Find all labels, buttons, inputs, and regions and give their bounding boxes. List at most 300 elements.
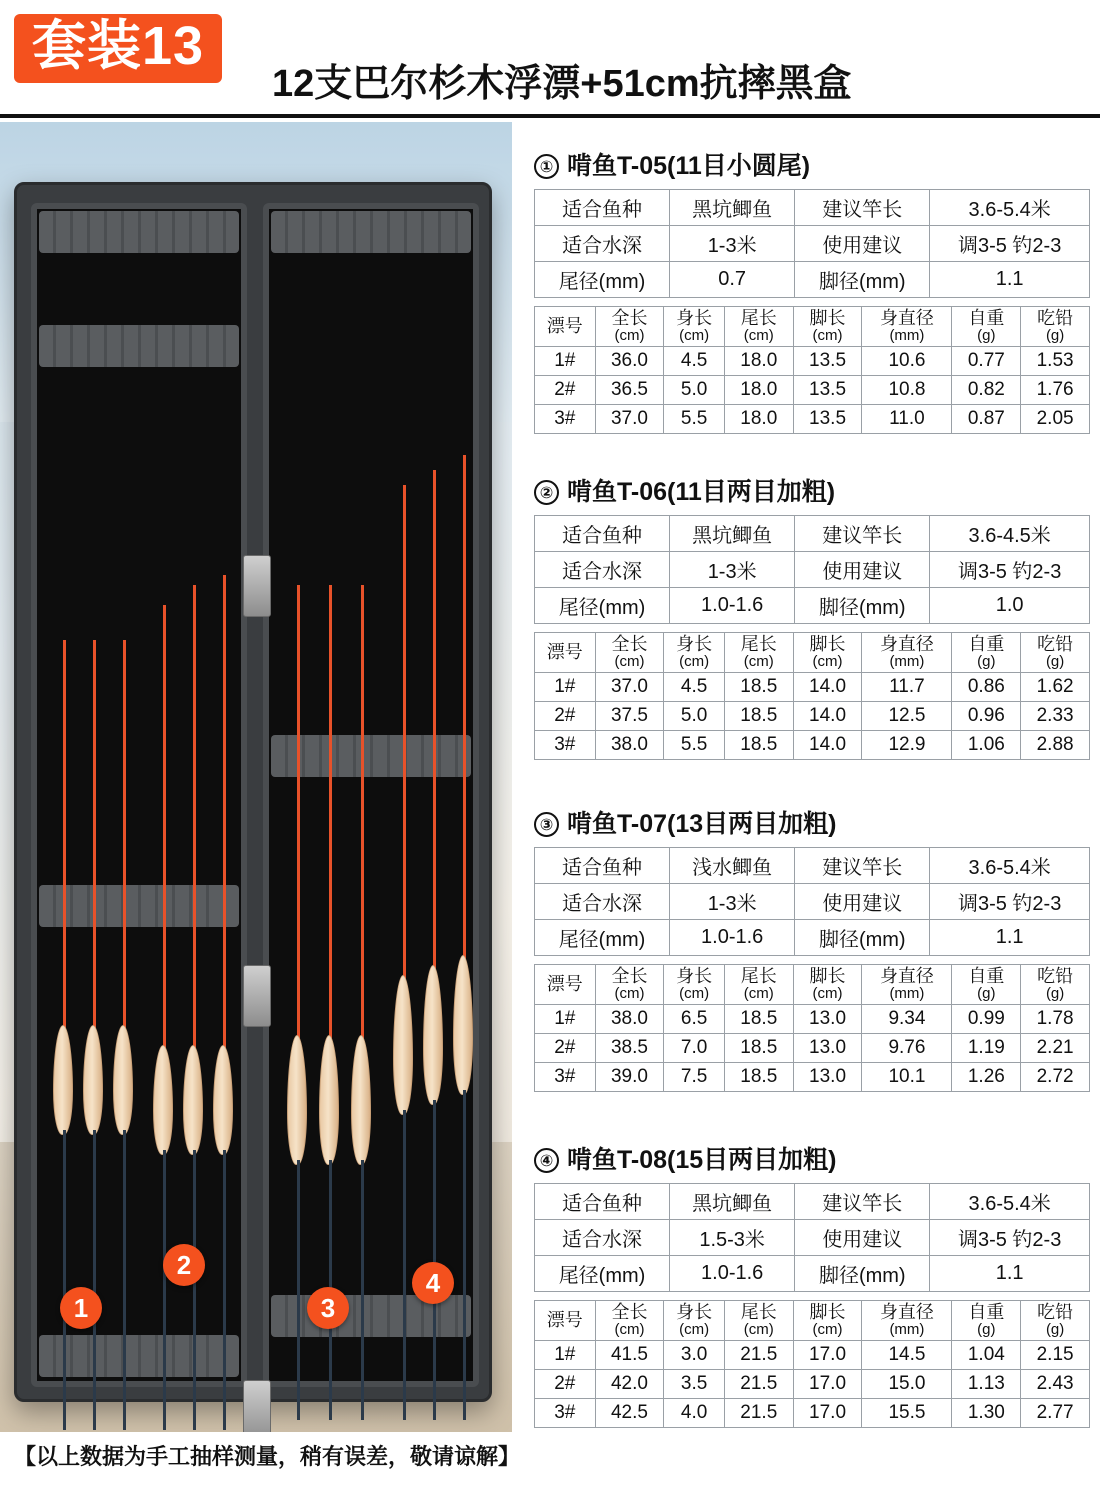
column-header: 全长 (cm) bbox=[595, 307, 664, 347]
column-unit: (cm) bbox=[743, 326, 774, 344]
column-header: 自重 (g) bbox=[952, 307, 1021, 347]
info-value: 3.6-5.4米 bbox=[930, 190, 1090, 226]
info-key: 适合水深 bbox=[535, 884, 670, 920]
table-cell: 11.0 bbox=[862, 404, 952, 433]
spec-column bbox=[512, 122, 1100, 1432]
float-leg bbox=[123, 1130, 126, 1430]
table-cell: 11.7 bbox=[862, 672, 952, 701]
table-cell: 1.30 bbox=[952, 1398, 1021, 1427]
table-cell: 17.0 bbox=[793, 1369, 862, 1398]
table-cell: 14.0 bbox=[793, 701, 862, 730]
column-header: 尾长 (cm) bbox=[724, 965, 793, 1005]
table-cell: 42.0 bbox=[595, 1369, 664, 1398]
info-value: 1.0-1.6 bbox=[670, 920, 795, 956]
column-unit: (g) bbox=[977, 652, 996, 670]
float-leg bbox=[93, 1130, 96, 1430]
table-cell: 13.0 bbox=[793, 1062, 862, 1091]
info-key: 脚径(mm) bbox=[795, 1256, 930, 1292]
table-cell: 14.0 bbox=[793, 730, 862, 759]
table-cell: 42.5 bbox=[595, 1398, 664, 1427]
column-header: 身直径 (mm) bbox=[862, 307, 952, 347]
table-row bbox=[535, 730, 1090, 759]
table-cell: 5.0 bbox=[664, 375, 725, 404]
spec-data-table bbox=[534, 632, 1090, 760]
info-value: 3.6-4.5米 bbox=[930, 516, 1090, 552]
table-cell: 1.53 bbox=[1021, 346, 1090, 375]
float-leg bbox=[297, 1160, 300, 1420]
table-row bbox=[535, 516, 1090, 552]
table-cell: 0.77 bbox=[952, 346, 1021, 375]
float-case bbox=[14, 182, 492, 1402]
column-header: 脚长 (cm) bbox=[793, 307, 862, 347]
column-unit: (g) bbox=[977, 984, 996, 1002]
column-header: 自重 (g) bbox=[952, 633, 1021, 673]
column-unit: (g) bbox=[1045, 984, 1065, 1002]
info-value: 1.0-1.6 bbox=[670, 1256, 795, 1292]
page-header bbox=[0, 0, 1100, 118]
table-cell: 18.5 bbox=[724, 1033, 793, 1062]
case-right-compartment bbox=[263, 203, 479, 1387]
column-unit: (cm) bbox=[743, 1320, 774, 1338]
table-row bbox=[535, 190, 1090, 226]
column-unit: (g) bbox=[1045, 1320, 1065, 1338]
table-cell: 2.05 bbox=[1021, 404, 1090, 433]
column-unit: (cm) bbox=[679, 326, 710, 344]
table-cell: 7.0 bbox=[664, 1033, 725, 1062]
column-header: 脚长 (cm) bbox=[793, 965, 862, 1005]
table-cell: 2.33 bbox=[1021, 701, 1090, 730]
spec-info-table bbox=[534, 1183, 1090, 1292]
table-cell: 37.0 bbox=[595, 672, 664, 701]
info-value: 调3-5 钓2-3 bbox=[930, 226, 1090, 262]
column-header: 尾长 (cm) bbox=[724, 307, 793, 347]
column-unit: (mm) bbox=[889, 984, 925, 1002]
column-unit: (g) bbox=[1045, 326, 1065, 344]
table-cell: 3.0 bbox=[664, 1340, 725, 1369]
table-cell: 13.5 bbox=[793, 404, 862, 433]
table-cell: 5.5 bbox=[664, 404, 725, 433]
info-key: 脚径(mm) bbox=[795, 588, 930, 624]
column-header: 全长 (cm) bbox=[595, 965, 664, 1005]
spec-info-table bbox=[534, 515, 1090, 624]
float-leg bbox=[163, 1150, 166, 1430]
info-key: 尾径(mm) bbox=[535, 1256, 670, 1292]
photo-marker-3: 3 bbox=[307, 1287, 349, 1329]
float-leg bbox=[223, 1150, 226, 1430]
spec-info-table bbox=[534, 189, 1090, 298]
table-cell: 13.0 bbox=[793, 1033, 862, 1062]
float-leg bbox=[433, 1100, 436, 1420]
spec-block bbox=[534, 1140, 1090, 1428]
table-cell: 18.5 bbox=[724, 730, 793, 759]
column-header: 全长 (cm) bbox=[595, 1301, 664, 1341]
table-header-row bbox=[535, 1301, 1090, 1341]
table-cell: 38.0 bbox=[595, 730, 664, 759]
float-tip bbox=[193, 585, 196, 1055]
foam-strap bbox=[39, 885, 239, 927]
float-tip bbox=[93, 640, 96, 1040]
float-tip bbox=[297, 585, 300, 1055]
column-unit: (cm) bbox=[812, 652, 843, 670]
table-cell: 10.6 bbox=[862, 346, 952, 375]
table-cell: 18.5 bbox=[724, 1004, 793, 1033]
info-key: 适合鱼种 bbox=[535, 848, 670, 884]
column-header: 身长 (cm) bbox=[664, 307, 725, 347]
table-cell: 13.0 bbox=[793, 1004, 862, 1033]
column-unit: (cm) bbox=[614, 984, 645, 1002]
float-leg bbox=[361, 1160, 364, 1420]
column-unit: (mm) bbox=[889, 1320, 925, 1338]
float-tip bbox=[163, 605, 166, 1055]
float-tip bbox=[63, 640, 66, 1040]
table-row bbox=[535, 1062, 1090, 1091]
info-key: 使用建议 bbox=[795, 884, 930, 920]
table-row bbox=[535, 1033, 1090, 1062]
table-cell: 0.86 bbox=[952, 672, 1021, 701]
spec-info-table bbox=[534, 847, 1090, 956]
column-unit: (cm) bbox=[679, 984, 710, 1002]
column-unit: (g) bbox=[977, 326, 996, 344]
measurement-disclaimer: 【以上数据为手工抽样测量，稍有误差，敬请谅解】 bbox=[14, 1444, 521, 1469]
column-header: 吃铅 (g) bbox=[1021, 1301, 1090, 1341]
column-unit: (cm) bbox=[614, 652, 645, 670]
table-cell: 18.0 bbox=[724, 346, 793, 375]
table-row bbox=[535, 1004, 1090, 1033]
table-cell: 1.19 bbox=[952, 1033, 1021, 1062]
table-cell: 17.0 bbox=[793, 1398, 862, 1427]
column-header: 身长 (cm) bbox=[664, 633, 725, 673]
table-cell: 2# bbox=[535, 1033, 596, 1062]
table-cell: 18.0 bbox=[724, 375, 793, 404]
float-leg bbox=[463, 1090, 466, 1420]
column-unit: (cm) bbox=[812, 326, 843, 344]
float-tip bbox=[433, 470, 436, 1005]
info-key: 适合鱼种 bbox=[535, 516, 670, 552]
table-cell: 9.34 bbox=[862, 1004, 952, 1033]
table-cell: 38.0 bbox=[595, 1004, 664, 1033]
table-cell: 1# bbox=[535, 672, 596, 701]
column-header: 漂号 bbox=[535, 965, 596, 1005]
spec-data-table bbox=[534, 1300, 1090, 1428]
info-value: 黑坑鲫鱼 bbox=[670, 1184, 795, 1220]
table-cell: 14.5 bbox=[862, 1340, 952, 1369]
info-value: 1.1 bbox=[930, 1256, 1090, 1292]
table-cell: 3# bbox=[535, 404, 596, 433]
column-unit: (cm) bbox=[812, 984, 843, 1002]
column-unit: (cm) bbox=[743, 652, 774, 670]
case-hinge-icon bbox=[243, 555, 271, 617]
column-header: 身直径 (mm) bbox=[862, 1301, 952, 1341]
column-header: 身长 (cm) bbox=[664, 965, 725, 1005]
table-row bbox=[535, 920, 1090, 956]
spec-model-name: 啃鱼T-07(13目两目加粗) bbox=[567, 810, 837, 838]
table-header-row bbox=[535, 965, 1090, 1005]
float-tip bbox=[329, 585, 332, 1055]
table-cell: 18.5 bbox=[724, 1062, 793, 1091]
column-unit: (cm) bbox=[614, 1320, 645, 1338]
foam-strap bbox=[271, 735, 471, 777]
foam-strap bbox=[39, 211, 239, 253]
column-header: 吃铅 (g) bbox=[1021, 307, 1090, 347]
info-key: 建议竿长 bbox=[795, 848, 930, 884]
table-cell: 3.5 bbox=[664, 1369, 725, 1398]
table-cell: 2.77 bbox=[1021, 1398, 1090, 1427]
table-cell: 5.0 bbox=[664, 701, 725, 730]
spec-title bbox=[534, 146, 1090, 182]
table-cell: 2# bbox=[535, 701, 596, 730]
table-cell: 7.5 bbox=[664, 1062, 725, 1091]
column-unit: (g) bbox=[977, 1320, 996, 1338]
table-cell: 15.5 bbox=[862, 1398, 952, 1427]
table-cell: 18.0 bbox=[724, 404, 793, 433]
table-cell: 1.62 bbox=[1021, 672, 1090, 701]
table-header-row bbox=[535, 307, 1090, 347]
column-header: 自重 (g) bbox=[952, 965, 1021, 1005]
info-value: 1.0 bbox=[930, 588, 1090, 624]
table-cell: 13.5 bbox=[793, 346, 862, 375]
column-unit: (g) bbox=[1045, 652, 1065, 670]
table-cell: 37.0 bbox=[595, 404, 664, 433]
table-row bbox=[535, 404, 1090, 433]
table-row bbox=[535, 588, 1090, 624]
spec-model-name: 啃鱼T-06(11目两目加粗) bbox=[567, 478, 836, 506]
table-cell: 17.0 bbox=[793, 1340, 862, 1369]
spec-index: ④ bbox=[534, 1148, 559, 1173]
float-tip bbox=[463, 455, 466, 1005]
table-cell: 10.1 bbox=[862, 1062, 952, 1091]
table-cell: 2.88 bbox=[1021, 730, 1090, 759]
table-row bbox=[535, 1256, 1090, 1292]
table-row bbox=[535, 672, 1090, 701]
float-tip bbox=[361, 585, 364, 1055]
table-row bbox=[535, 1220, 1090, 1256]
table-row bbox=[535, 1340, 1090, 1369]
table-cell: 2.43 bbox=[1021, 1369, 1090, 1398]
info-value: 1.0-1.6 bbox=[670, 588, 795, 624]
table-cell: 38.5 bbox=[595, 1033, 664, 1062]
column-header: 身直径 (mm) bbox=[862, 633, 952, 673]
table-cell: 2.15 bbox=[1021, 1340, 1090, 1369]
info-value: 3.6-5.4米 bbox=[930, 1184, 1090, 1220]
table-cell: 36.0 bbox=[595, 346, 664, 375]
table-cell: 9.76 bbox=[862, 1033, 952, 1062]
table-cell: 0.99 bbox=[952, 1004, 1021, 1033]
float-tip bbox=[123, 640, 126, 1040]
table-cell: 6.5 bbox=[664, 1004, 725, 1033]
table-cell: 21.5 bbox=[724, 1369, 793, 1398]
table-cell: 1# bbox=[535, 1340, 596, 1369]
table-cell: 3# bbox=[535, 1062, 596, 1091]
foam-strap bbox=[271, 211, 471, 253]
table-row bbox=[535, 346, 1090, 375]
info-key: 脚径(mm) bbox=[795, 262, 930, 298]
float-tip bbox=[223, 575, 226, 1055]
spec-model-name: 啃鱼T-05(11目小圆尾) bbox=[567, 152, 811, 180]
table-cell: 2.21 bbox=[1021, 1033, 1090, 1062]
table-cell: 15.0 bbox=[862, 1369, 952, 1398]
info-value: 1.1 bbox=[930, 920, 1090, 956]
table-row bbox=[535, 552, 1090, 588]
table-cell: 36.5 bbox=[595, 375, 664, 404]
table-cell: 4.5 bbox=[664, 346, 725, 375]
table-row bbox=[535, 375, 1090, 404]
info-key: 适合鱼种 bbox=[535, 190, 670, 226]
info-key: 建议竿长 bbox=[795, 1184, 930, 1220]
table-cell: 3# bbox=[535, 1398, 596, 1427]
table-cell: 12.9 bbox=[862, 730, 952, 759]
float-leg bbox=[403, 1110, 406, 1420]
column-header: 吃铅 (g) bbox=[1021, 965, 1090, 1005]
info-value: 调3-5 钓2-3 bbox=[930, 884, 1090, 920]
column-header: 吃铅 (g) bbox=[1021, 633, 1090, 673]
spec-model-name: 啃鱼T-08(15目两目加粗) bbox=[567, 1146, 837, 1174]
column-unit: (cm) bbox=[614, 326, 645, 344]
table-row bbox=[535, 848, 1090, 884]
table-cell: 2# bbox=[535, 375, 596, 404]
table-row bbox=[535, 1184, 1090, 1220]
table-cell: 39.0 bbox=[595, 1062, 664, 1091]
case-hinge-icon bbox=[243, 965, 271, 1027]
table-cell: 13.5 bbox=[793, 375, 862, 404]
info-value: 调3-5 钓2-3 bbox=[930, 552, 1090, 588]
spec-data-table bbox=[534, 964, 1090, 1092]
column-header: 全长 (cm) bbox=[595, 633, 664, 673]
column-header: 自重 (g) bbox=[952, 1301, 1021, 1341]
column-unit: (cm) bbox=[679, 1320, 710, 1338]
spec-data-table bbox=[534, 306, 1090, 434]
table-cell: 18.5 bbox=[724, 701, 793, 730]
table-cell: 37.5 bbox=[595, 701, 664, 730]
table-row bbox=[535, 884, 1090, 920]
table-row bbox=[535, 226, 1090, 262]
column-unit: (cm) bbox=[812, 1320, 843, 1338]
info-key: 使用建议 bbox=[795, 1220, 930, 1256]
spec-index: ③ bbox=[534, 812, 559, 837]
info-key: 适合水深 bbox=[535, 552, 670, 588]
spec-block bbox=[534, 146, 1090, 434]
column-unit: (cm) bbox=[679, 652, 710, 670]
table-cell: 18.5 bbox=[724, 672, 793, 701]
product-photo bbox=[0, 122, 512, 1432]
table-cell: 1.04 bbox=[952, 1340, 1021, 1369]
table-cell: 2# bbox=[535, 1369, 596, 1398]
info-value: 0.7 bbox=[670, 262, 795, 298]
table-cell: 5.5 bbox=[664, 730, 725, 759]
info-key: 脚径(mm) bbox=[795, 920, 930, 956]
spec-index: ① bbox=[534, 154, 559, 179]
info-key: 适合鱼种 bbox=[535, 1184, 670, 1220]
info-key: 尾径(mm) bbox=[535, 262, 670, 298]
table-header-row bbox=[535, 633, 1090, 673]
spec-block bbox=[534, 804, 1090, 1092]
spec-title bbox=[534, 1140, 1090, 1176]
info-value: 1-3米 bbox=[670, 226, 795, 262]
table-cell: 41.5 bbox=[595, 1340, 664, 1369]
column-header: 脚长 (cm) bbox=[793, 633, 862, 673]
table-cell: 10.8 bbox=[862, 375, 952, 404]
info-value: 黑坑鲫鱼 bbox=[670, 516, 795, 552]
column-header: 身直径 (mm) bbox=[862, 965, 952, 1005]
column-header: 漂号 bbox=[535, 633, 596, 673]
info-value: 1.5-3米 bbox=[670, 1220, 795, 1256]
column-header: 脚长 (cm) bbox=[793, 1301, 862, 1341]
foam-strap bbox=[39, 325, 239, 367]
column-header: 尾长 (cm) bbox=[724, 633, 793, 673]
photo-marker-2: 2 bbox=[163, 1244, 205, 1286]
spec-title bbox=[534, 804, 1090, 840]
table-cell: 3# bbox=[535, 730, 596, 759]
table-cell: 21.5 bbox=[724, 1340, 793, 1369]
case-hinge-icon bbox=[243, 1380, 271, 1432]
info-key: 适合水深 bbox=[535, 226, 670, 262]
table-cell: 1.26 bbox=[952, 1062, 1021, 1091]
page-title: 12支巴尔杉木浮漂+51cm抗摔黑盒 bbox=[272, 63, 852, 105]
float-leg bbox=[193, 1150, 196, 1430]
info-value: 1.1 bbox=[930, 262, 1090, 298]
info-value: 黑坑鲫鱼 bbox=[670, 190, 795, 226]
info-value: 浅水鲫鱼 bbox=[670, 848, 795, 884]
table-cell: 0.96 bbox=[952, 701, 1021, 730]
column-unit: (cm) bbox=[743, 984, 774, 1002]
info-key: 适合水深 bbox=[535, 1220, 670, 1256]
photo-marker-1: 1 bbox=[60, 1287, 102, 1329]
float-tip bbox=[403, 485, 406, 1005]
table-cell: 12.5 bbox=[862, 701, 952, 730]
info-key: 尾径(mm) bbox=[535, 588, 670, 624]
table-cell: 21.5 bbox=[724, 1398, 793, 1427]
table-row bbox=[535, 262, 1090, 298]
table-cell: 4.5 bbox=[664, 672, 725, 701]
table-row bbox=[535, 1369, 1090, 1398]
info-key: 建议竿长 bbox=[795, 190, 930, 226]
info-key: 使用建议 bbox=[795, 552, 930, 588]
info-value: 1-3米 bbox=[670, 552, 795, 588]
spec-index: ② bbox=[534, 480, 559, 505]
table-cell: 2.72 bbox=[1021, 1062, 1090, 1091]
info-key: 建议竿长 bbox=[795, 516, 930, 552]
table-cell: 1.13 bbox=[952, 1369, 1021, 1398]
column-header: 漂号 bbox=[535, 1301, 596, 1341]
table-row bbox=[535, 701, 1090, 730]
column-unit: (mm) bbox=[889, 326, 925, 344]
table-cell: 1# bbox=[535, 1004, 596, 1033]
info-key: 使用建议 bbox=[795, 226, 930, 262]
table-cell: 0.87 bbox=[952, 404, 1021, 433]
table-cell: 1.78 bbox=[1021, 1004, 1090, 1033]
table-cell: 14.0 bbox=[793, 672, 862, 701]
float-leg bbox=[63, 1130, 66, 1430]
table-cell: 1.76 bbox=[1021, 375, 1090, 404]
table-cell: 1# bbox=[535, 346, 596, 375]
column-header: 漂号 bbox=[535, 307, 596, 347]
table-row bbox=[535, 1398, 1090, 1427]
set-badge: 套装13 bbox=[14, 14, 222, 83]
column-header: 身长 (cm) bbox=[664, 1301, 725, 1341]
photo-marker-4: 4 bbox=[412, 1262, 454, 1304]
column-unit: (mm) bbox=[889, 652, 925, 670]
column-header: 尾长 (cm) bbox=[724, 1301, 793, 1341]
table-cell: 4.0 bbox=[664, 1398, 725, 1427]
info-value: 3.6-5.4米 bbox=[930, 848, 1090, 884]
info-value: 1-3米 bbox=[670, 884, 795, 920]
info-key: 尾径(mm) bbox=[535, 920, 670, 956]
table-cell: 1.06 bbox=[952, 730, 1021, 759]
foam-strap bbox=[39, 1335, 239, 1377]
spec-title bbox=[534, 472, 1090, 508]
table-cell: 0.82 bbox=[952, 375, 1021, 404]
info-value: 调3-5 钓2-3 bbox=[930, 1220, 1090, 1256]
spec-block bbox=[534, 472, 1090, 760]
